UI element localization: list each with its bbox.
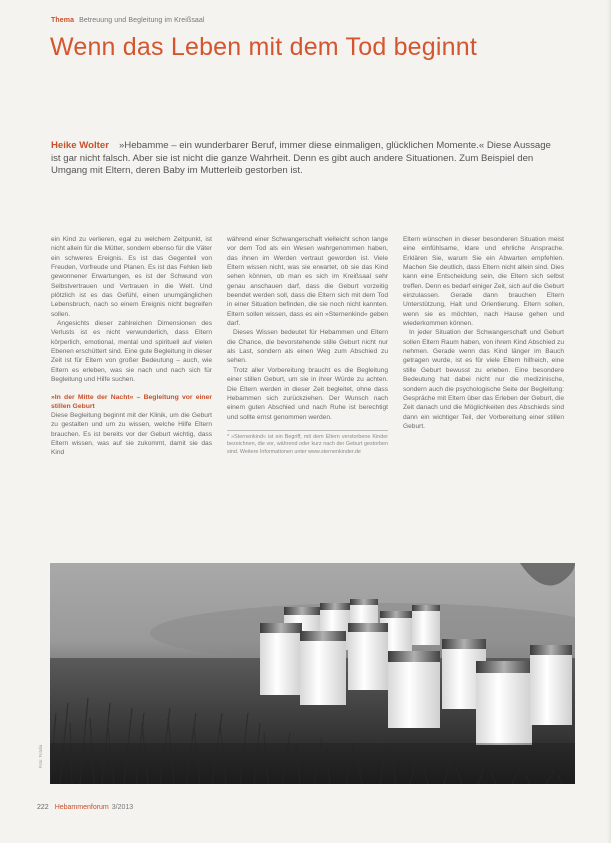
paragraph: Trotz aller Vorbereitung braucht es die Begleitung einer stillen Geburt, um sie in ihrer Würde zu achten. Die Eltern werden in dieser Zeit begleitet, ohne dass Hebammen sich zurückziehen. Der Wunsch nach einem guten Abschied und nach Ruhe ist berechtigt und sollte ernst genommen werden.	[227, 366, 388, 421]
issue-number: 3/2013	[111, 804, 134, 811]
paragraph: Angesichts dieser zahlreichen Dimensionen des Verlusts ist es nicht verwunderlich, dass Eltern körperlich, emotional, mental und spirituell auf vielen Ebenen erschüttert sind. Eine gute Begleitung in dieser Zeit ist für Eltern von großer Bedeutung – auch, wie Eltern es erleben, was sie nach und nach sich für Begleitung und Hilfe suchen.	[51, 320, 212, 384]
paragraph: Eltern wünschen in dieser besonderen Situation meist eine einfühlsame, klare und ehrliche Ansprache. Erklären Sie, warum Sie ein Abwarten empfehlen. Machen Sie deutlich, dass Eltern nicht allein sind. Dies kann eine Entscheidung sein, die Eltern sich selbst treffen. Denn es bedarf einiger Zeit, sich auf die Geburt einzulassen. Gerade dann brauchen Eltern Unterstützung, Halt und Orientierung. Eltern sollen, wenn sie es möchten, nach Hause gehen und wiederkommen können.	[403, 236, 564, 328]
footnote: * »Sternenkind« ist ein Begriff, mit dem Eltern verstorbene Kinder bezeichnen, die vor, während oder kurz nach der Geburt gestorben sind. Weitere Informationen unter www.sternenkinder.de	[227, 430, 388, 456]
section-kicker	[51, 17, 205, 24]
candles-in-grass-image	[50, 563, 575, 784]
magazine-name: Hebammenforum	[54, 804, 109, 811]
page-edge-shadow	[607, 0, 611, 843]
article-lead	[51, 140, 559, 178]
photo-credit: Foto: Fotolia	[38, 744, 43, 768]
article-photo	[50, 563, 575, 784]
text-column-1	[51, 235, 212, 458]
paragraph: ein Kind zu verlieren, egal zu welchem Zeitpunkt, ist nicht allein für die Mütter, sondern ebenso für die Väter ein schweres Ereignis. Es ist das Gegenteil von Freuden, Vorfreude und Planen. Es ist das Fehlen lieb gewonnener Erwartungen, es ist der Schwund von Selbstvertrauen und Vertrauen in die Welt. Und plötzlich ist es das Gefühl, einen unumgänglichen Lebensbruch, nach so einem Ereignis nicht begreifen sollen.	[51, 236, 212, 318]
article-title: Wenn das Leben mit dem Tod beginnt	[50, 33, 477, 61]
author-name: Heike Wolter	[51, 140, 109, 151]
text-column-2	[227, 235, 388, 456]
paragraph: Diese Begleitung beginnt mit der Klinik, um die Geburt zu gestalten und um zu wissen, welche Hilfe Eltern brauchen. Es ist bereits vor der Geburt wichtig, dass Eltern wissen, was auf sie zukommt, damit sie das Kind	[51, 411, 212, 457]
page-number: 222	[37, 804, 49, 811]
paragraph: In jeder Situation der Schwangerschaft und Geburt sollen Eltern Raum haben, von ihrem Kind Abschied zu nehmen. Gerade wenn das Kind länger im Bauch getragen wurde, ist es für viele Eltern hilfreich, eine stille Geburt bewusst zu erleben. Eine besondere Bedeutung hat dabei nicht nur die medizinische, sondern auch die psychologische Seite der Begleitung: Gespräche mit Eltern über das Erleben der Geburt, die Zeit danach und die Möglichkeiten des Abschieds sind dann ein wichtiger Teil, der Vorbereitung einer stillen Geburt.	[403, 329, 564, 430]
subheading: »In der Mitte der Nacht« – Begleitung vor einer stillen Geburt	[51, 393, 212, 410]
text-column-3	[403, 235, 564, 431]
section-topic: Betreuung und Begleitung im Kreißsaal	[79, 17, 205, 24]
section-label: Thema	[51, 17, 75, 24]
page-footer	[37, 804, 133, 811]
paragraph: Dieses Wissen bedeutet für Hebammen und Eltern die Chance, die bevorstehende stille Geburt nicht nur als Last, sondern als einen Weg zum Abschied zu sehen.	[227, 329, 388, 365]
paragraph: während einer Schwangerschaft vielleicht schon lange vor dem Tod als ein Wesen wahrgenommen haben, das ihnen im Werden vertraut geworden ist. Viele Eltern wissen nicht, was sie erwartet, ob sie das Kind sehen können, ob man es sich im Kreißsaal sehr genau anschauen darf, dass die Geburt vorzeitig beendet werden soll, dass die Eltern sich mit dem Tod in einer Situation befinden, die sie noch nicht kannten. Eltern sollen wissen, dass es ein »Sternenkind« geben darf.	[227, 236, 388, 328]
lead-text: »Hebamme – ein wunderbarer Beruf, immer diese einmaligen, glücklichen Momente.« Diese Aussage ist gar nicht falsch. Aber sie ist nicht die ganze Wahrheit. Denn es gibt auch andere Situationen. Zum Beispiel den Umgang mit Eltern, deren Baby im Mutterleib gestorben ist.	[51, 140, 551, 177]
